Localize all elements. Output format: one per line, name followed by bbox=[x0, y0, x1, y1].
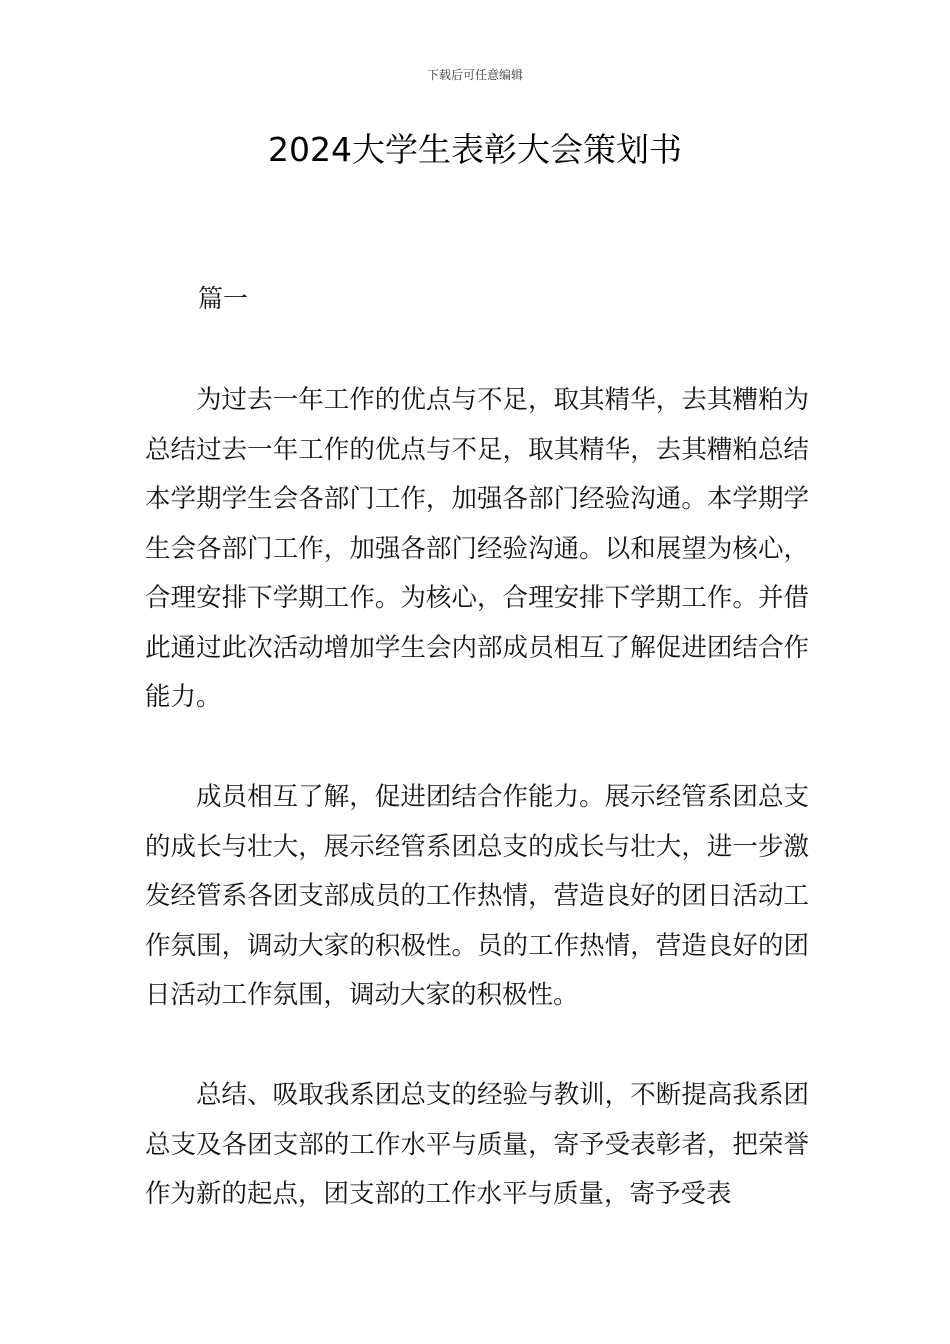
paragraph-1: 为过去一年工作的优点与不足，取其精华，去其糟粕为总结过去一年工作的优点与不足，取其精华，去其糟粕总结本学期学生会各部门工作，加强各部门经验沟通。本学期学生会各部门工作，加强各部门经验沟通。以和展望为核心，合理安排下学期工作。为核心，合理安排下学期工作。并借此通过此次活动增加学生会内部成员相互了解促进团结合作能力。 bbox=[145, 385, 809, 712]
document-title: 2024大学生表彰大会策划书 bbox=[268, 130, 682, 169]
paragraph-2: 成员相互了解，促进团结合作能力。展示经管系团总支的成长与壮大，展示经管系团总支的成长与壮大，进一步激发经管系各团支部成员的工作热情，营造良好的团日活动工作氛围，调动大家的积极性。员的工作热情，营造良好的团日活动工作氛围，调动大家的积极性。 bbox=[145, 782, 809, 1010]
header-note: 下载后可任意编辑 bbox=[426, 68, 523, 82]
paragraph-3: 总结、吸取我系团总支的经验与教训，不断提高我系团总支及各团支部的工作水平与质量，寄予受表彰者，把荣誉作为新的起点，团支部的工作水平与质量，寄予受表 bbox=[145, 1080, 809, 1209]
section-heading: 篇一 bbox=[198, 284, 249, 313]
